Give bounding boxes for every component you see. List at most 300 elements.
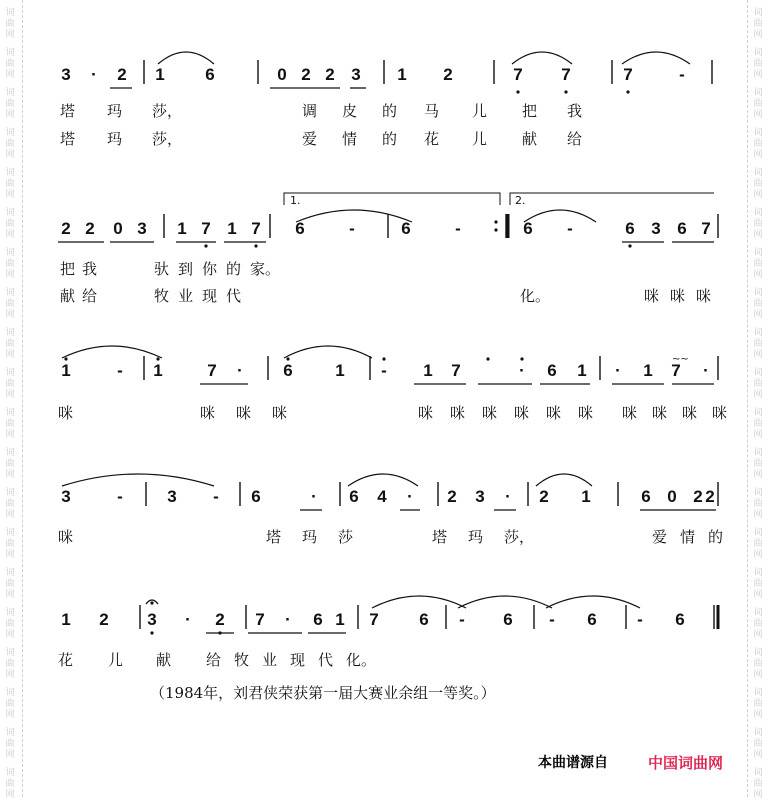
lyric-char: 现 xyxy=(202,287,218,305)
note: 1 xyxy=(397,65,407,84)
lyric-char: 咪 xyxy=(696,287,712,305)
lyric-char: 献 xyxy=(60,287,76,305)
lyric-char: 儿 xyxy=(108,651,124,669)
note: - xyxy=(679,65,685,84)
watermark-char: 词 xyxy=(5,248,15,258)
watermark-char: 词 xyxy=(753,8,763,18)
note: 7 xyxy=(451,361,461,380)
watermark-char: 词 xyxy=(5,48,15,58)
slur xyxy=(348,474,418,486)
note: 7 xyxy=(201,219,211,238)
slur xyxy=(158,52,214,64)
note: 7 xyxy=(369,610,379,629)
lyric-char: 咪 xyxy=(670,287,686,305)
watermark-char: 曲 xyxy=(753,299,763,309)
ending-bracket-1 xyxy=(284,193,500,205)
watermark-char: 词 xyxy=(753,448,763,458)
watermark-char: 网 xyxy=(5,430,15,440)
watermark-char: 词 xyxy=(5,488,15,498)
watermark-char: 曲 xyxy=(753,699,763,709)
note: 3 xyxy=(167,487,177,506)
watermark-char: 网 xyxy=(5,750,15,760)
lyric-char: 的 xyxy=(226,260,242,278)
lyric-char: 业 xyxy=(178,287,194,305)
lyric-char: 咪 xyxy=(418,404,434,422)
lyric-char: 咪 xyxy=(622,404,638,422)
note: 6 xyxy=(401,219,411,238)
watermark-char: 词 xyxy=(753,488,763,498)
note: 1 xyxy=(155,65,165,84)
note: 7 xyxy=(701,219,711,238)
watermark-char: 曲 xyxy=(5,699,15,709)
watermark-char: 网 xyxy=(753,230,763,240)
octave-dot xyxy=(516,90,519,93)
watermark-char: 曲 xyxy=(753,339,763,349)
watermark-char: 网 xyxy=(753,190,763,200)
watermark-char: 词 xyxy=(753,328,763,338)
watermark-char: 网 xyxy=(5,790,15,800)
lyric-char: 我 xyxy=(567,102,583,120)
note: 6 xyxy=(625,219,635,238)
watermark-char: 曲 xyxy=(753,59,763,69)
watermark-char: 曲 xyxy=(753,379,763,389)
watermark-char: 网 xyxy=(753,310,763,320)
octave-dot xyxy=(494,228,497,231)
watermark-char: 曲 xyxy=(753,499,763,509)
watermark-char: 网 xyxy=(753,30,763,40)
note: 6 xyxy=(349,487,359,506)
watermark-char: 网 xyxy=(753,790,763,800)
lyric-char: 把 xyxy=(60,260,76,278)
lyric-char: 献 xyxy=(156,651,172,669)
watermark-char: 词 xyxy=(753,408,763,418)
watermark-char: 词 xyxy=(753,608,763,618)
note: 2 xyxy=(215,610,225,629)
note: 2 xyxy=(705,487,715,506)
watermark-char: 词 xyxy=(5,528,15,538)
ending-label: 2. xyxy=(515,194,526,207)
octave-dot xyxy=(382,357,385,360)
note: 6 xyxy=(677,219,687,238)
watermark-char: 网 xyxy=(753,750,763,760)
watermark-char: 曲 xyxy=(5,419,15,429)
note: 2 xyxy=(117,65,127,84)
watermark-char: 词 xyxy=(5,648,15,658)
watermark-char: 网 xyxy=(753,110,763,120)
watermark-char: 曲 xyxy=(5,459,15,469)
watermark-char: 网 xyxy=(5,270,15,280)
watermark-char: 网 xyxy=(753,670,763,680)
slur xyxy=(512,52,572,64)
lyric-char: 调 xyxy=(302,102,318,120)
lyric-char: 莎， xyxy=(504,528,535,546)
watermark-char: 网 xyxy=(753,550,763,560)
watermark-char: 网 xyxy=(5,350,15,360)
note: · xyxy=(519,361,525,380)
note: - xyxy=(637,610,643,629)
watermark-char: 词 xyxy=(753,208,763,218)
watermark-char: 网 xyxy=(753,510,763,520)
watermark-char: 网 xyxy=(5,230,15,240)
lyric-char: 业 xyxy=(262,651,278,669)
watermark-char: 词 xyxy=(5,408,15,418)
note: 2 xyxy=(325,65,335,84)
lyric-char: 化。 xyxy=(346,651,377,669)
lyric-char: 的 xyxy=(382,130,398,148)
lyric-char: 到 xyxy=(178,260,194,278)
lyric-char: 的 xyxy=(382,102,398,120)
watermark-char: 网 xyxy=(753,630,763,640)
watermark-char: 网 xyxy=(5,510,15,520)
watermark-char: 网 xyxy=(5,590,15,600)
note: - xyxy=(455,219,461,238)
watermark-char: 曲 xyxy=(5,179,15,189)
watermark-char: 曲 xyxy=(753,779,763,789)
watermark-char: 词 xyxy=(753,528,763,538)
footnote: （1984年，刘君侠荣获第一届大赛业余组一等奖。） xyxy=(150,684,496,702)
note: 6 xyxy=(283,361,293,380)
watermark-char: 词 xyxy=(753,48,763,58)
lyric-char: 咪 xyxy=(644,287,660,305)
lyric-char: 牧 xyxy=(234,651,250,669)
note: 3 xyxy=(61,487,71,506)
watermark-char: 词 xyxy=(5,448,15,458)
watermark-char: 网 xyxy=(5,390,15,400)
note: · xyxy=(615,361,621,380)
watermark-char: 曲 xyxy=(5,579,15,589)
watermark-char: 曲 xyxy=(5,19,15,29)
watermark-char: 曲 xyxy=(753,99,763,109)
octave-dot xyxy=(286,357,289,360)
note: - xyxy=(349,219,355,238)
watermark-char: 词 xyxy=(753,368,763,378)
lyric-char: 我 xyxy=(82,260,98,278)
watermark-char: 网 xyxy=(5,630,15,640)
note: 1 xyxy=(423,361,433,380)
note: 6 xyxy=(205,65,215,84)
lyric-char: 塔 xyxy=(60,102,76,120)
watermark-char: 曲 xyxy=(753,539,763,549)
watermark-char: 词 xyxy=(5,368,15,378)
lyric-char: 代 xyxy=(318,651,334,669)
watermark-char: 网 xyxy=(5,670,15,680)
watermark-char: 曲 xyxy=(753,739,763,749)
lyric-char: 咪 xyxy=(514,404,530,422)
lyric-char: 现 xyxy=(290,651,306,669)
note: 2 xyxy=(693,487,703,506)
note: 1 xyxy=(335,610,345,629)
octave-dot xyxy=(626,90,629,93)
lyric-char: 塔 xyxy=(60,130,76,148)
slur xyxy=(62,474,214,486)
lyric-char: 你 xyxy=(202,260,218,278)
watermark-char: 词 xyxy=(753,88,763,98)
watermark-char: 词 xyxy=(753,768,763,778)
lyric-char: 爱 xyxy=(302,130,318,148)
note: 6 xyxy=(503,610,513,629)
note: - xyxy=(567,219,573,238)
watermark-char: 曲 xyxy=(5,619,15,629)
watermark-char: 词 xyxy=(5,568,15,578)
lyric-char: 花 xyxy=(424,130,440,148)
watermark-char: 网 xyxy=(5,710,15,720)
lyric-char: 咪 xyxy=(682,404,698,422)
note: - xyxy=(459,610,465,629)
lyric-char: 代 xyxy=(226,287,242,305)
note: · xyxy=(505,487,511,506)
lyric-char: 咪 xyxy=(546,404,562,422)
lyric-char: 化。 xyxy=(520,287,551,305)
source-label: 本曲谱源自 xyxy=(538,755,608,771)
note: 6 xyxy=(641,487,651,506)
watermark-char: 曲 xyxy=(753,619,763,629)
watermark-char: 词 xyxy=(5,128,15,138)
note: 3 xyxy=(651,219,661,238)
watermark-char: 曲 xyxy=(753,179,763,189)
note: 1 xyxy=(577,361,587,380)
lyric-char: 玛 xyxy=(107,130,123,148)
watermark-char: 曲 xyxy=(753,579,763,589)
watermark-char: 网 xyxy=(753,470,763,480)
octave-dot xyxy=(628,244,631,247)
octave-dot xyxy=(564,90,567,93)
note: 1 xyxy=(61,610,71,629)
watermark-char: 曲 xyxy=(5,139,15,149)
slur xyxy=(524,210,596,222)
octave-dot xyxy=(254,244,257,247)
watermark-char: 词 xyxy=(753,288,763,298)
note: 3 xyxy=(475,487,485,506)
note: 4 xyxy=(377,487,387,506)
lyric-char: 塔 xyxy=(432,528,448,546)
note: · xyxy=(285,610,291,629)
watermark-char: 网 xyxy=(753,590,763,600)
watermark-char: 曲 xyxy=(5,99,15,109)
note: 6 xyxy=(295,219,305,238)
watermark-char: 词 xyxy=(5,208,15,218)
watermark-char: 网 xyxy=(5,30,15,40)
note: 1 xyxy=(335,361,345,380)
lyric-char: 咪 xyxy=(712,404,728,422)
lyric-char: 咪 xyxy=(272,404,288,422)
note: 0 xyxy=(113,219,123,238)
lyric-char: 情 xyxy=(680,528,696,546)
note: 6 xyxy=(675,610,685,629)
watermark-char: 网 xyxy=(5,190,15,200)
watermark-char: 曲 xyxy=(5,259,15,269)
lyric-char: 儿 xyxy=(472,102,488,120)
note: 2 xyxy=(443,65,453,84)
watermark-char: 网 xyxy=(5,70,15,80)
turn-ornament: ~~ xyxy=(672,354,689,365)
watermark-char: 曲 xyxy=(753,139,763,149)
note: · xyxy=(703,361,709,380)
lyric-char: 莎， xyxy=(152,130,183,148)
lyric-char: 牧 xyxy=(154,287,170,305)
source-site-link[interactable]: 中国词曲网 xyxy=(648,754,724,772)
note: 0 xyxy=(277,65,287,84)
note: - xyxy=(117,361,123,380)
octave-dot xyxy=(486,357,489,360)
lyric-char: 咪 xyxy=(482,404,498,422)
note: 0 xyxy=(667,487,677,506)
slur xyxy=(536,474,592,486)
lyric-char: 把 xyxy=(522,102,538,120)
lyric-char: 塔 xyxy=(266,528,282,546)
lyric-char: 儿 xyxy=(472,130,488,148)
note: - xyxy=(381,361,387,380)
note: 6 xyxy=(547,361,557,380)
watermark-char: 词 xyxy=(753,168,763,178)
lyric-char: 情 xyxy=(342,130,358,148)
watermark-char: 曲 xyxy=(753,419,763,429)
lyric-char: 玛 xyxy=(107,102,123,120)
watermark-char: 曲 xyxy=(753,659,763,669)
lyric-char: 给 xyxy=(567,130,583,148)
note: 1 xyxy=(581,487,591,506)
lyric-char: 给 xyxy=(82,287,98,305)
lyric-char: 花 xyxy=(58,651,74,669)
watermark-char: 词 xyxy=(753,688,763,698)
note: - xyxy=(213,487,219,506)
note: 6 xyxy=(419,610,429,629)
note: 2 xyxy=(99,610,109,629)
note: 6 xyxy=(313,610,323,629)
watermark-char: 网 xyxy=(753,430,763,440)
note: 7 xyxy=(251,219,261,238)
note: 1 xyxy=(177,219,187,238)
watermark-char: 词 xyxy=(5,608,15,618)
watermark-char: 词 xyxy=(753,728,763,738)
note: 6 xyxy=(251,487,261,506)
watermark-char: 网 xyxy=(753,150,763,160)
watermark-char: 曲 xyxy=(753,219,763,229)
watermark-char: 词 xyxy=(5,168,15,178)
slur xyxy=(62,346,162,358)
watermark-char: 词 xyxy=(5,328,15,338)
lyric-char: 给 xyxy=(206,651,222,669)
note: 2 xyxy=(447,487,457,506)
lyric-char: 驮 xyxy=(154,260,170,278)
lyric-char: 的 xyxy=(708,528,724,546)
note: 1 xyxy=(61,361,71,380)
note: · xyxy=(407,487,413,506)
note: - xyxy=(549,610,555,629)
octave-dot xyxy=(204,244,207,247)
octave-dot xyxy=(150,631,153,634)
note: 2 xyxy=(301,65,311,84)
watermark-char: 曲 xyxy=(5,339,15,349)
octave-dot xyxy=(520,357,523,360)
watermark-char: 词 xyxy=(5,768,15,778)
watermark-char: 网 xyxy=(753,70,763,80)
lyric-char: 家。 xyxy=(250,260,281,278)
watermark-char: 词 xyxy=(753,568,763,578)
watermark-char: 网 xyxy=(5,550,15,560)
watermark-char: 网 xyxy=(753,350,763,360)
lyric-char: 玛 xyxy=(302,528,318,546)
watermark-char: 网 xyxy=(753,390,763,400)
lyric-char: 皮 xyxy=(342,102,358,120)
note: 3 xyxy=(147,610,157,629)
note: 1 xyxy=(643,361,653,380)
note: 3 xyxy=(61,65,71,84)
slur xyxy=(458,596,552,608)
octave-dot xyxy=(156,357,159,360)
watermark-char: 网 xyxy=(5,110,15,120)
lyric-char: 咪 xyxy=(578,404,594,422)
note: 1 xyxy=(153,361,163,380)
watermark-char: 曲 xyxy=(5,299,15,309)
watermark-char: 网 xyxy=(5,310,15,320)
lyric-char: 咪 xyxy=(236,404,252,422)
note: 6 xyxy=(523,219,533,238)
note: 7 xyxy=(207,361,217,380)
watermark-char: 网 xyxy=(753,710,763,720)
note: 6 xyxy=(587,610,597,629)
watermark-char: 曲 xyxy=(753,259,763,269)
watermark-char: 曲 xyxy=(5,59,15,69)
note: 7 xyxy=(255,610,265,629)
note: · xyxy=(237,361,243,380)
lyric-char: 咪 xyxy=(58,528,74,546)
watermark-char: 曲 xyxy=(5,779,15,789)
slur xyxy=(284,346,372,358)
ending-bracket-2 xyxy=(510,193,714,205)
watermark-char: 词 xyxy=(753,128,763,138)
watermark-char: 词 xyxy=(5,88,15,98)
lyric-char: 爱 xyxy=(652,528,668,546)
octave-dot xyxy=(494,220,497,223)
lyric-char: 咪 xyxy=(58,404,74,422)
watermark-char: 词 xyxy=(5,288,15,298)
slur xyxy=(372,596,466,608)
lyric-char: 咪 xyxy=(652,404,668,422)
lyric-char: 玛 xyxy=(468,528,484,546)
note: 2 xyxy=(85,219,95,238)
watermark-char: 曲 xyxy=(753,459,763,469)
lyric-char: 马 xyxy=(424,102,440,120)
watermark-char: 曲 xyxy=(5,379,15,389)
note: · xyxy=(311,487,317,506)
note: 7 xyxy=(623,65,633,84)
watermark-char: 曲 xyxy=(5,739,15,749)
note: - xyxy=(117,487,123,506)
watermark-char: 曲 xyxy=(753,19,763,29)
octave-dot xyxy=(150,601,153,604)
note: 1 xyxy=(227,219,237,238)
note: 7 xyxy=(671,361,681,380)
watermark-char: 词 xyxy=(753,648,763,658)
note: 3 xyxy=(137,219,147,238)
watermark-char: 曲 xyxy=(5,219,15,229)
note: 2 xyxy=(539,487,549,506)
watermark-char: 曲 xyxy=(5,539,15,549)
note: 3 xyxy=(351,65,361,84)
note: 7 xyxy=(513,65,523,84)
watermark-char: 网 xyxy=(5,470,15,480)
note: · xyxy=(185,610,191,629)
note: · xyxy=(91,65,97,84)
slur xyxy=(622,52,690,64)
octave-dot xyxy=(64,357,67,360)
watermark-char: 词 xyxy=(5,8,15,18)
watermark-char: 词 xyxy=(5,728,15,738)
watermark-char: 曲 xyxy=(5,659,15,669)
lyric-char: 莎 xyxy=(338,528,354,546)
watermark-char: 曲 xyxy=(5,499,15,509)
note: 2 xyxy=(61,219,71,238)
